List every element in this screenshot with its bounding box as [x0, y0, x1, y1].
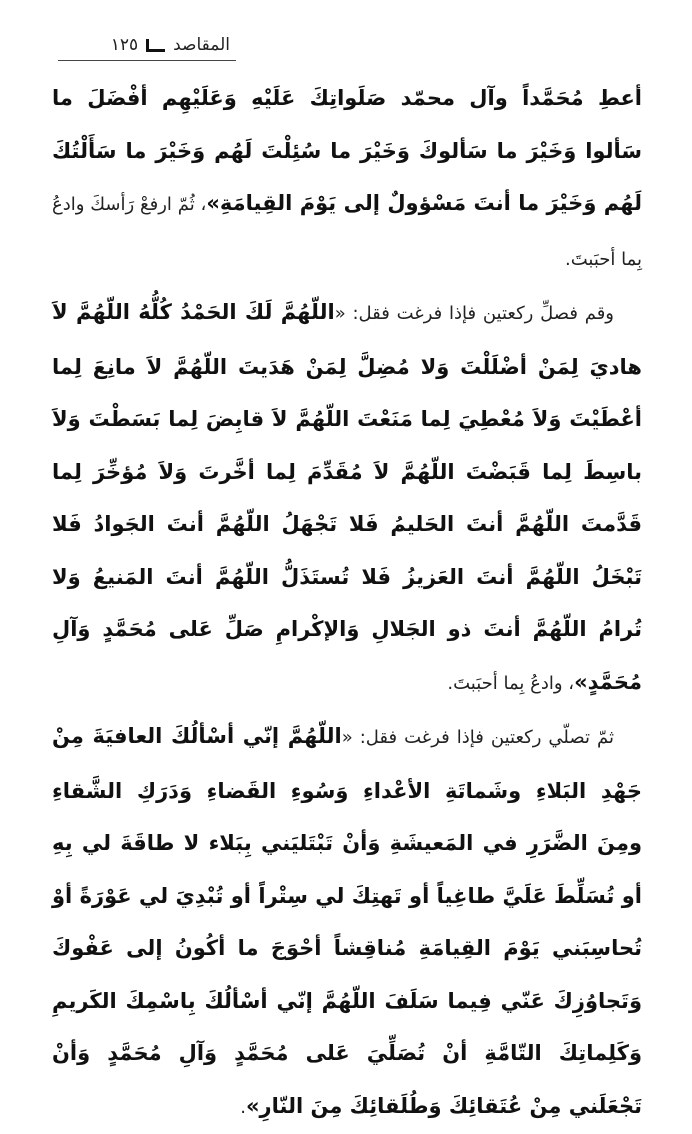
- page-number: ١٢٥: [110, 35, 139, 55]
- paragraph-2: [52, 286, 642, 710]
- supplication-text: اللّهُمَّ إنّي أسْألُكَ العافيَةَ مِنْ جَهْدِ البَلاءِ وشَماتَةِ الأعْداءِ وَسُوءِ القَضاءِ وَدَرَكِ الشَّقاءِ ومِنَ الضَّرَرِ في المَعيشَةِ وَأنْ تَبْتَليَني بِبَلاء لا طاقَةَ لي بِهِ أو تُسَلِّطَ عَلَيَّ طاغِياً أو تَهتِكَ لي سِتْراً أو تُبْدِيَ لي عَوْرَةً أوْ تُحاسِبَني يَوْمَ القِيامَةِ مُناقِشاً أحْوَجَ ما أكُونُ إلى عَفْوكَ وَتَجاوُزِكَ عَنّي فِيما سَلَفَ اللّهُمَّ إنّي أسْألُكَ بِاسْمِكَ الكَريمِ وَكَلِماتِكَ التّامَّةِ أنْ تُصَلِّيَ عَلى مُحَمَّدٍ وَآلِ مُحَمَّدٍ وَأنْ تَجْعَلَني مِنْ عُتَقائِكَ وَطُلَقائِكَ مِنَ النّارِ»: [52, 724, 642, 1118]
- instruction-text: وقم فصلِّ ركعتين فإذا فرغت فقل: «: [334, 303, 614, 324]
- supplication-text: اللّهُمَّ لَكَ الحَمْدُ كُلُّهُ اللّهُمَّ لاَ هاديَ لِمَنْ أضْلَلْتَ وَلا مُضِلَّ لِمَنْ هَدَيتَ اللّهُمَّ لاَ مانِعَ لِما أعْطَيْتَ وَلاَ مُعْطِيَ لِما مَنَعْتَ اللّهُمَّ لاَ قابِضَ لِما بَسَطْتَ وَلاَ باسِطَ لِما قَبَضْتَ اللّهُمَّ لاَ مُقَدِّمَ لِما أخَّرتَ وَلاَ مُؤخِّرَ لِما قَدَّمتَ اللّهُمَّ أنتَ الحَليمُ فَلا تَجْهَلُ اللّهُمَّ أنتَ الجَوادُ فَلا تَبْخَلُ اللّهُمَّ أنتَ العَزيزُ فَلا تُستَذَلُّ اللّهُمَّ أنتَ المَنيعُ وَلا تُرامُ اللّهُمَّ أنتَ ذو الجَلالِ وَالإكْرامِ صَلِّ عَلى مُحَمَّدٍ وَآلِ مُحَمَّدٍ»: [52, 300, 642, 694]
- supplication-text: أعطِ مُحَمَّداً وآل محمّد صَلَواتِكَ عَلَيْهِ وَعَلَيْهِم أفْضَلَ ما سَألوا وَخَيْرَ ما سَألوكَ وَخَيْرَ ما سُئِلْتَ لَهُم وَخَيْرَ ما سَأَلْتُكَ لَهُم وَخَيْرَ ما أنتَ مَسْؤولٌ إلى يَوْمَ القِيامَةِ»: [52, 86, 642, 215]
- chapter-title: المقاصد: [173, 35, 230, 55]
- instruction-text: ، ثُمّ ارفعْ رَأسكَ وادعُ بِما أحبَبتَ.: [52, 194, 642, 270]
- paragraph-1: [52, 72, 642, 286]
- header-divider: [58, 60, 236, 61]
- paragraph-3: [52, 710, 642, 1134]
- instruction-text: .: [240, 1096, 246, 1118]
- header-ornament: [146, 39, 165, 52]
- instruction-text: ثمّ تصلّي ركعتين فإذا فرغت فقل: «: [341, 727, 615, 748]
- page-body: [52, 72, 642, 1134]
- running-header: [60, 30, 230, 60]
- instruction-text: ، وادعُ بِما أحبَبتَ.: [447, 672, 575, 694]
